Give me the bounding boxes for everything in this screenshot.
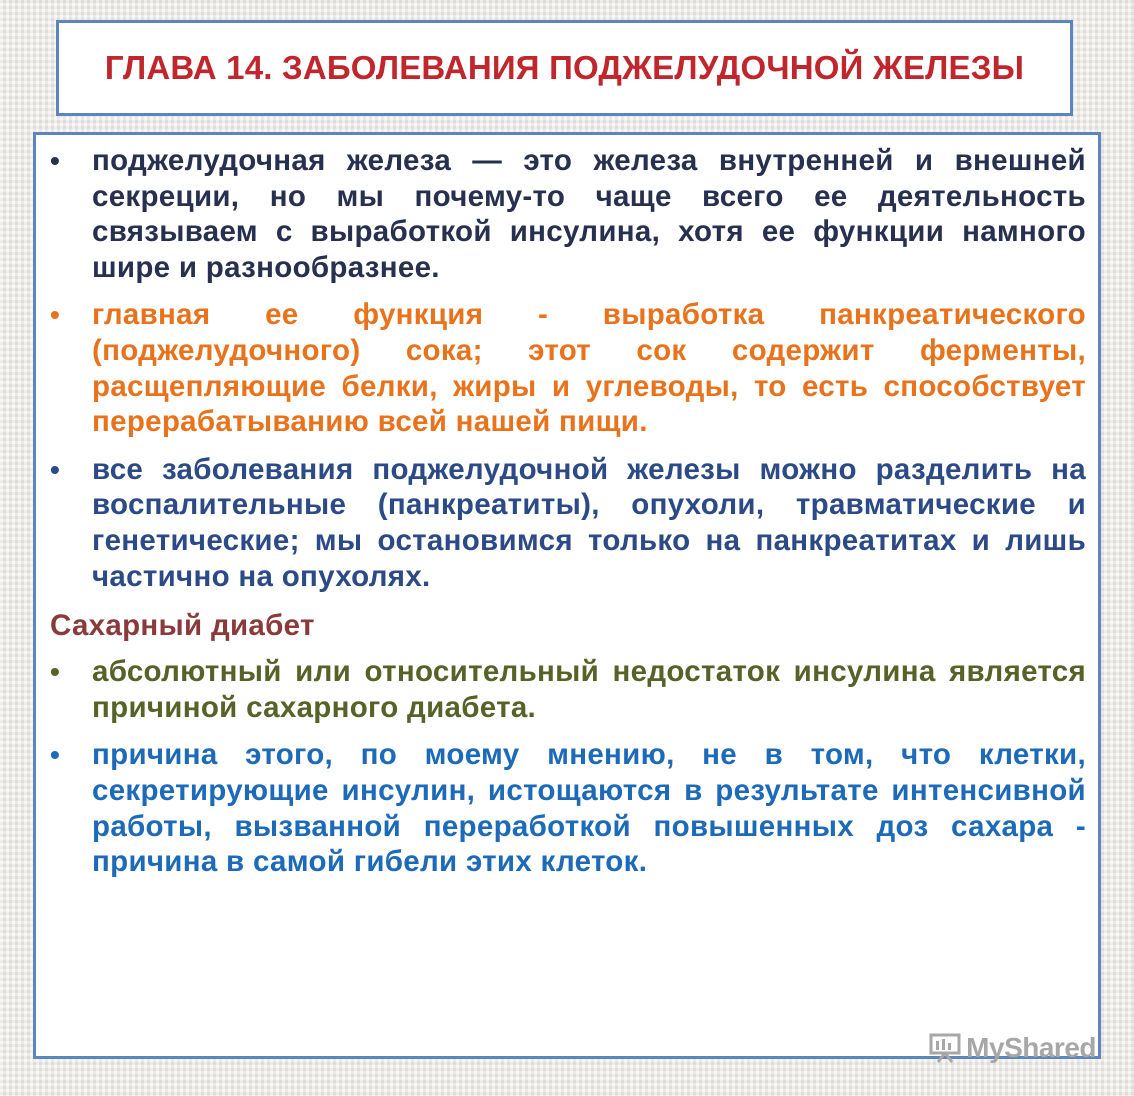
bullet-item-2 bbox=[50, 297, 1086, 439]
bullet-item-4 bbox=[50, 654, 1086, 725]
section-subheading: Сахарный диабет bbox=[50, 609, 315, 643]
bullet-item-3 bbox=[50, 452, 1086, 594]
bullet-text-2: главная ее функция - выработка панкреатического (поджелудочного) сока; этот сок содержит ферменты, расщепляющие белки, жиры и углеводы, то есть способствует перерабатыванию всей нашей пищи. bbox=[92, 298, 1086, 439]
title-box bbox=[56, 20, 1073, 116]
watermark-text: MyShared bbox=[966, 1032, 1096, 1063]
bullet-marker: • bbox=[50, 656, 61, 688]
bullet-marker: • bbox=[50, 453, 61, 485]
presentation-icon bbox=[928, 1033, 962, 1063]
content-list bbox=[50, 143, 1086, 892]
bullet-item-1 bbox=[50, 143, 1086, 285]
bullet-text-3: все заболевания поджелудочной железы можно разделить на воспалительные (панкреатиты), опухоли, травматические и генетические; мы остановимся только на панкреатитах и лишь частично на опухолях. bbox=[92, 452, 1086, 593]
watermark bbox=[928, 1032, 1096, 1064]
page-title: ГЛАВА 14. ЗАБОЛЕВАНИЯ ПОДЖЕЛУДОЧНОЙ ЖЕЛЕЗЫ bbox=[104, 49, 1025, 86]
bullet-marker: • bbox=[50, 145, 61, 176]
bullet-item-5 bbox=[50, 737, 1086, 879]
bullet-text-1: поджелудочная железа — это железа внутренней и внешней секреции, но мы почему-то чаще всего ее деятельность связываем с выработкой инсулина, хотя ее функции намного шире и разнообразнее. bbox=[92, 144, 1086, 284]
bullet-text-5: причина этого, по моему мнению, не в том, что клетки, секретирующие инсулин, истощаются в результате интенсивной работы, вызванной переработкой повышенных доз сахара - причина в самой гибели этих клеток. bbox=[92, 738, 1086, 879]
content-box bbox=[33, 132, 1101, 1059]
bullet-text-4: абсолютный или относительный недостаток инсулина является причиной сахарного диабета. bbox=[92, 655, 1086, 724]
bullet-marker: • bbox=[50, 299, 61, 331]
bullet-marker: • bbox=[50, 739, 61, 771]
